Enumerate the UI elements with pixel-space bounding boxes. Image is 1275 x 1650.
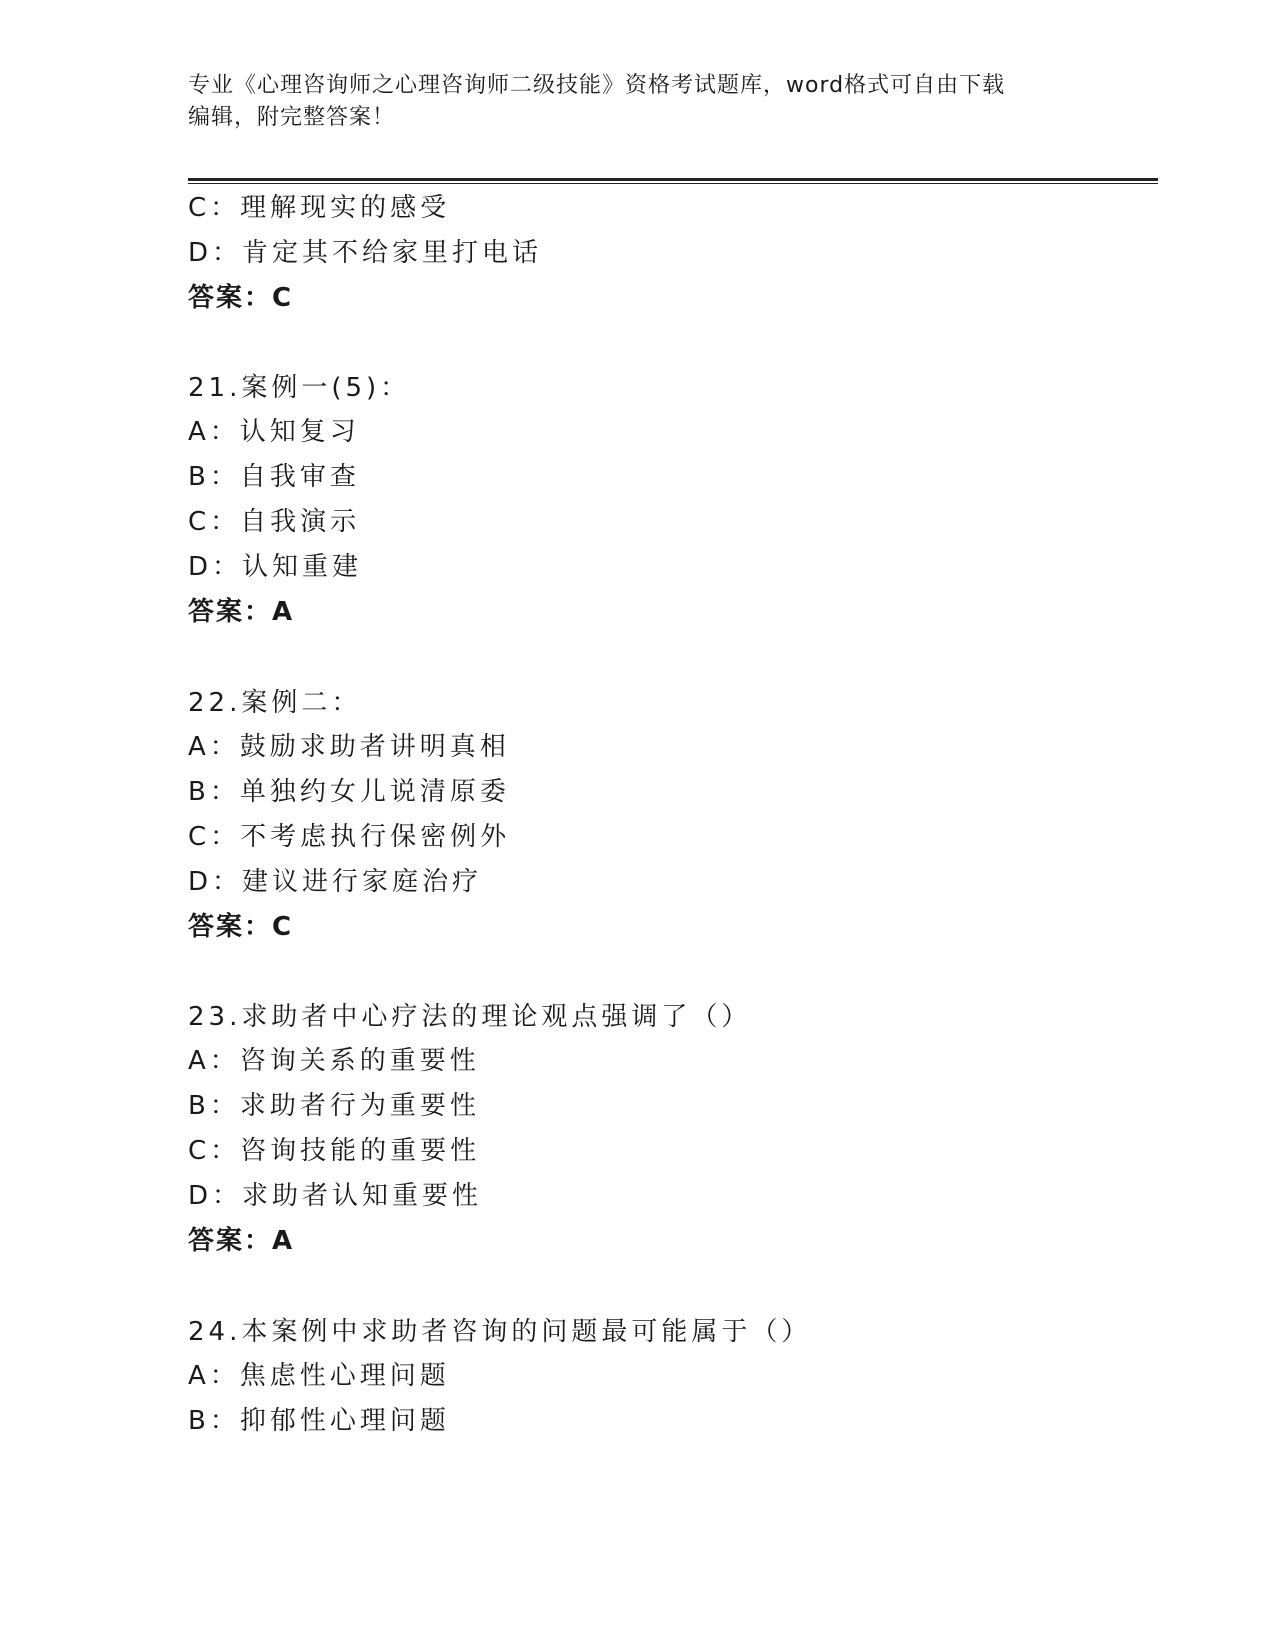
q21-option-c: C：自我演示 [188, 507, 361, 537]
q22-option-b: B：单独约女儿说清原委 [188, 777, 510, 807]
q21-option-a: A：认知复习 [188, 417, 360, 447]
header-divider-thin [188, 183, 1158, 184]
question-stem-23: 23.求助者中心疗法的理论观点强调了（） [188, 1002, 752, 1032]
q22-answer: 答案：C [188, 912, 294, 942]
option-d: D：肯定其不给家里打电话 [188, 238, 543, 268]
header-line-1: 专业《心理咨询师之心理咨询师二级技能》资格考试题库，word格式可自由下载 [188, 73, 1006, 98]
q21-option-d: D：认知重建 [188, 552, 363, 582]
q23-option-a: A：咨询关系的重要性 [188, 1046, 480, 1076]
q21-option-b: B：自我审查 [188, 462, 360, 492]
q23-answer: 答案：A [188, 1226, 295, 1256]
q23-option-d: D：求助者认知重要性 [188, 1181, 483, 1211]
q24-option-a: A：焦虑性心理问题 [188, 1361, 450, 1391]
q22-option-c: C：不考虑执行保密例外 [188, 822, 511, 852]
document-header [188, 70, 1088, 134]
question-stem-24: 24.本案例中求助者咨询的问题最可能属于（） [188, 1317, 812, 1347]
question-stem-22: 22.案例二： [188, 688, 362, 718]
q24-option-b: B：抑郁性心理问题 [188, 1406, 450, 1436]
header-line-2: 编辑，附完整答案！ [188, 105, 396, 130]
answer-line: 答案：C [188, 283, 294, 313]
q23-option-b: B：求助者行为重要性 [188, 1091, 480, 1121]
q23-option-c: C：咨询技能的重要性 [188, 1136, 481, 1166]
question-stem-21: 21.案例一(5)： [188, 373, 411, 403]
q22-option-d: D：建议进行家庭治疗 [188, 867, 483, 897]
q22-option-a: A：鼓励求助者讲明真相 [188, 732, 510, 762]
header-divider-thick [188, 178, 1158, 181]
option-c: C：理解现实的感受 [188, 193, 451, 223]
q21-answer: 答案：A [188, 597, 295, 627]
